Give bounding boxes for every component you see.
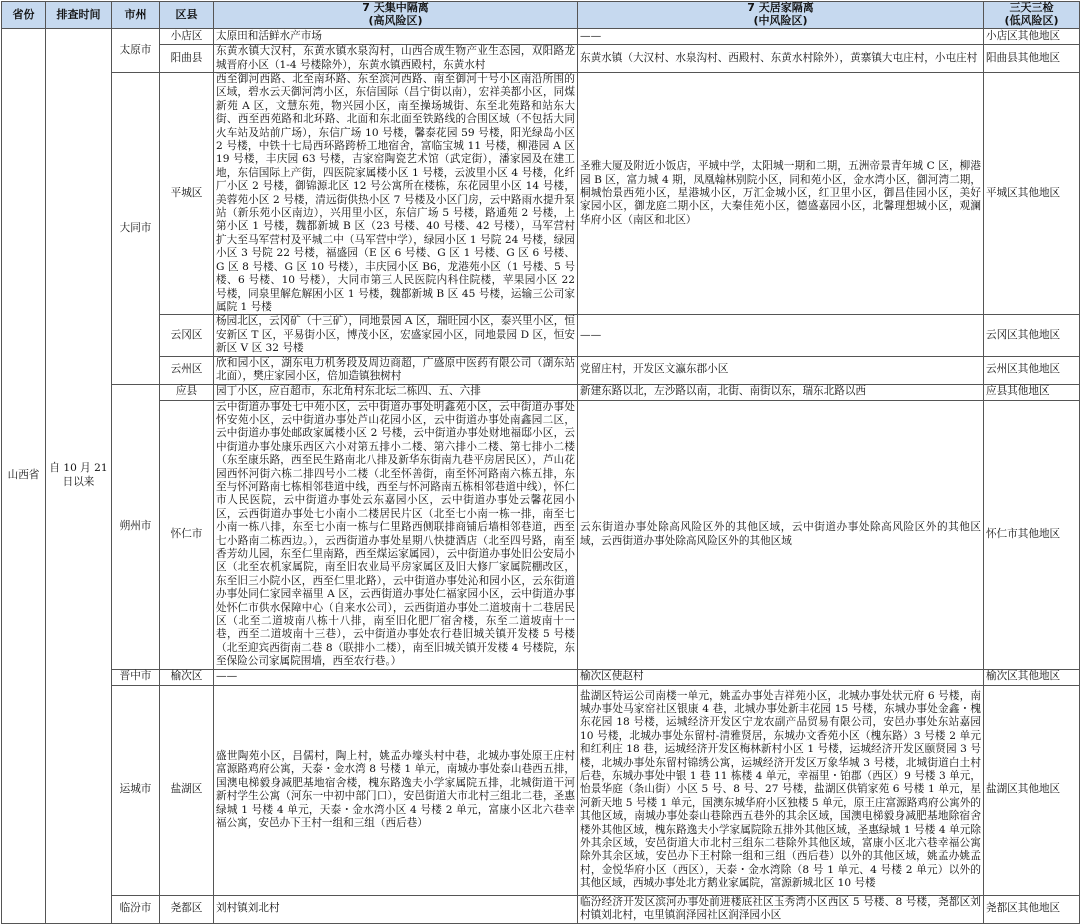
header-province: 省份 <box>2 2 46 29</box>
header-mid-title: 7 天居家隔离 <box>747 1 814 15</box>
city-cell-datong: 大同市 <box>112 73 160 385</box>
county-cell: 阳曲县 <box>160 45 214 73</box>
mid-risk-cell: 榆次区使赵村 <box>578 669 984 685</box>
table-row <box>2 400 1080 669</box>
high-risk-cell: 云中街道办事处七中苑小区，云中街道办事处明鑫苑小区，云中街道办事处怀安苑小区，云中街道办事处芦山花园小区，云中街道办事处南鑫园二区，云中街道办事处邮政家属楼小区 2 号楼，云中街道办事处财地福邸小区，云中街道办事处康乐西区六小对第五排小二楼、第六排小二楼、第七排小二楼（东至康乐路，西至民生路南北八排及新华东街南九巷平房居民区），芦山花园西怀河街六栋二排四号小二楼（北至怀善街，南至怀河路南六栋五排，东至与怀河路南七栋相邻巷道中线，西至与怀河路南五栋相邻巷道中线），怀仁市人民医院，云中街道办事处云东嘉园小区，云中街道办事处云馨花园小区，云西街道办事处七小南小二楼居民片区（北至七小南一栋一排，南至七小南一栋八排，东至七小南一栋与仁里路西侧联排商铺后墙相邻巷道，西至七小路南二栋西边。），云西街道办事处星期八快捷酒店（北至四号路，南至香芳幼儿园，东至仁里南路，西至煤运家属园），云中街道办事处旧公安局小区（北至农机家属院，南至旧农业局平房家属区及旧大修厂家属院棚改区，东至旧三小院小区，西至仁里北路），云中街道办事处沁和园小区，云东街道办事处同仁家园幸福里 A 区，云西街道办事处仁福家园小区，云中街道办事处怀仁市供水保障中心（自来水公司），云西街道办事处二道坡南十二巷居民区（北至二道坡南八栋十八排，南至旧化肥厂宿舍楼，东至二道坡南十一巷，西至二道坡南十三巷），云中街道办事处农行巷旧城关镇开发楼 5 号楼（北至迎宾西街南二巷 8（联排小二楼），南至旧城关镇开发楼 4 号楼院，东至保险公司家属院围墙，西至农行巷。） <box>214 400 578 669</box>
county-cell: 榆次区 <box>160 669 214 685</box>
mid-risk-cell: 党留庄村，开发区文瀛东郡小区 <box>578 356 984 384</box>
city-cell-shuozhou: 朔州市 <box>112 384 160 669</box>
high-risk-cell: 盛世陶苑小区，吕儒村，陶上村，姚孟办壕头村中巷，北城办事处原王庄村富源路鸡府公寓，天泰・金水湾 8 号楼 1 单元，南城办事处泰山巷西五排，国澳电梯毅身减肥基地宿舍楼，槐东路逸夫小学家属院五排，北城街道干河新村学生公寓（河东一中初中部门口），安邑街道大市北村三组北二巷，圣惠绿城 1 号楼 4 单元，天泰・金水湾小区 4 号楼 2 单元，富康小区北六巷幸福公寓，安邑办下王村一组和三组（西后巷） <box>214 685 578 895</box>
table-row <box>2 73 1080 315</box>
high-risk-cell: 刘村镇刘北村 <box>214 895 578 923</box>
province-cell: 山西省 <box>2 29 46 924</box>
header-city: 市州 <box>112 2 160 29</box>
table-row <box>2 384 1080 400</box>
city-cell-taiyuan: 太原市 <box>112 29 160 73</box>
city-cell-yuncheng: 运城市 <box>112 685 160 895</box>
high-risk-cell: 西至御河西路、北至南环路、东至滨河西路、南至御河十号小区南沿所围的区域，碧水云天御河湾小区，东信国际（昌宁街以南），宏祥美都小区，同煤新苑 A 区，文慧东苑，物兴园小区，南至操场城街、东至北苑路和站东大街、西至西苑路和北环路、北面和东北面至铁路线的合围区域（不包括大同火车站及站前广场），东信广场 10 号楼，馨泰花园 59 号楼，阳光绿岛小区 2 号楼，中铁十七局西环路跨桥工地宿舍，富临宝城 11 号楼，柳港园 A 区 19 号楼，丰庆园 63 号楼，吉家窑陶瓷艺术馆（武定街），潘家园及在建工地，东信国际上产街，四医院家属楼小区 1 号楼，云波里小区 4 号楼，化纤厂小区 2 号楼，御锦源北区 12 号公寓所在楼栋，东花园里小区 14 号楼，美蓉苑小区 2 号楼，清远街供热小区 7 号楼及小区门房，云中路雨水提升泵站（新乐苑小区南边），兴用里小区，东信广场 5 号楼，路通苑 2 号楼，上第小区 1 号楼，魏都新城 B 区（23 号楼、40 号楼、42 号楼），马军营村扩大至马军营村及平城二中（马军营中学），绿园小区 1 号院 24 号楼，绿园小区 3 号院 22 号楼，福盛园（E 区 6 号楼、G 区 1 号楼、G 区 6 号楼、G 区 8 号楼、G 区 10 号楼），丰庆园小区 B6，龙港苑小区（1 号楼、5 号楼、6 号楼、10 号楼），大同市第三人民医院内科住院楼，苹果园小区 22 号楼，同泉里解危解困小区 1 号楼，魏都新城 B 区 45 号楼，运输三公司家属院 1 号楼 <box>214 73 578 315</box>
low-risk-cell: 怀仁市其他地区 <box>984 400 1080 669</box>
header-mid-risk <box>578 2 984 29</box>
header-county: 区县 <box>160 2 214 29</box>
high-risk-cell: —— <box>214 669 578 685</box>
mid-risk-cell: 临汾经济开发区滨河办事处前进楼底社区玉秀湾小区西区 5 号楼、8 号楼，尧都区刘村镇刘北村，屯里镇润泽园社区润泽园小区 <box>578 895 984 923</box>
risk-area-table <box>1 1 1080 924</box>
low-risk-cell: 云冈区其他地区 <box>984 315 1080 356</box>
low-risk-cell: 阳曲县其他地区 <box>984 45 1080 73</box>
low-risk-cell: 榆次区其他地区 <box>984 669 1080 685</box>
high-risk-cell: 东黄水镇大汉村，东黄水镇水泉沟村，山西合成生物产业生态园，双阳路龙城晋府小区（1-4 号楼除外），东黄水镇西殿村，东黄水村 <box>214 45 578 73</box>
low-risk-cell: 应县其他地区 <box>984 384 1080 400</box>
low-risk-cell: 尧都区其他地区 <box>984 895 1080 923</box>
table-row <box>2 669 1080 685</box>
table-row <box>2 895 1080 923</box>
county-cell: 云州区 <box>160 356 214 384</box>
low-risk-cell: 平城区其他地区 <box>984 73 1080 315</box>
county-cell: 怀仁市 <box>160 400 214 669</box>
table-row <box>2 356 1080 384</box>
low-risk-cell: 盐湖区其他地区 <box>984 685 1080 895</box>
county-cell: 尧都区 <box>160 895 214 923</box>
table-row <box>2 315 1080 356</box>
header-high-subtitle: (高风险区) <box>368 14 423 27</box>
high-risk-cell: 杨园北区，云冈矿（十三矿），同地景园 A 区，瑞旺园小区，泰兴里小区，恒安新区 T 区，平易街小区，博茂小区，宏盛家园小区，同地景园 D 区，恒安新区 V 区 32 号楼 <box>214 315 578 356</box>
table-row <box>2 685 1080 895</box>
high-risk-cell: 太原田和活鲜水产市场 <box>214 29 578 45</box>
county-cell: 盐湖区 <box>160 685 214 895</box>
county-cell: 应县 <box>160 384 214 400</box>
header-high-title: 7 天集中隔离 <box>362 1 429 15</box>
table-row <box>2 29 1080 45</box>
mid-risk-cell: 盐湖区特运公司南楼一单元，姚孟办事处吉祥苑小区，北城办事处状元府 6 号楼，南城办事处马家窑社区银康 4 巷，北城办事处新丰花园 15 号楼，东城办事处金鑫・槐东花园 18 号楼，运城经济开发区宁龙农副产品贸易有限公司，安邑办事处东站嘉园 10 号楼，北城办事处东留村-清雅贤居，东城办文香苑小区（槐东路）3 号楼 2 单元和红利庄 18 巷，运城经济开发区梅林新村小区 1 号楼，运城经济开发区颐贤园 3 号楼，北城办事处东留村锦绣公寓，运城经济开发区万象华城 3 号楼，北城街道白土村后巷，东城办事处中银 1 巷 11 栋楼 4 单元，幸福里・铂郡（西区）9 号楼 3 单元，怡景华庭（条山街）小区 5 号、8 号、27 号楼，盐湖区供销家苑 6 号楼 1 单元，星河新天地 5 号楼 1 单元，国澳东城华府小区独楼 5 单元，原王庄富源路鸡府公寓外的其他区域，南城办事处泰山巷除西五巷外的其余区域，国澳电梯毅身减肥基地除宿舍楼外其他区域，槐东路逸夫小学家属院除五排外其他区域，圣惠绿城 1 号楼 4 单元除外其余区域，安邑街道大市北村三组东二巷除外其他区域，富康小区北六巷幸福公寓除外其余区域，安邑办下王村除一组和三组（西后巷）以外的其他区域，姚孟办姚孟村，金悦华府小区（西区），天泰・金水湾除（8 号 1 单元、4 号楼 2 单元）以外的其他区域，西城办事处北方鹅业家属院，富源新城北区 10 号楼 <box>578 685 984 895</box>
mid-risk-cell: —— <box>578 29 984 45</box>
mid-risk-cell: 新建东路以北，左沙路以南，北街、南街以东，瑞东北路以西 <box>578 384 984 400</box>
header-row <box>2 2 1080 29</box>
header-low-title: 三天三检 <box>1009 1 1054 15</box>
header-high-risk <box>214 2 578 29</box>
mid-risk-cell: —— <box>578 315 984 356</box>
mid-risk-cell: 东黄水镇（大汉村、水泉沟村、西殿村、东黄水村除外），黄寨镇大屯庄村，小屯庄村 <box>578 45 984 73</box>
high-risk-cell: 欣和园小区，湖东电力机务段及周边商超，广盛原中医药有限公司（湖东站北面），樊庄家园小区，倍加造镇独树村 <box>214 356 578 384</box>
header-mid-subtitle: (中风险区) <box>753 14 808 27</box>
mid-risk-cell: 圣雅大厦及附近小饭店，平城中学，太阳城一期和二期，五洲帝景青年城 C 区，柳港园 B 区，富力城 4 期，凤凰翰林别院小区，同和苑小区，金水湾小区，御河湾二期，桐城怡景西苑小区，星港城小区，万汇金城小区，红卫里小区，御昌佳园小区，美好家园小区，御龙庭二期小区，大秦佳苑小区，德盛嘉园小区，北馨理想城小区，观澜华府小区（南区和北区） <box>578 73 984 315</box>
city-cell-linfen: 临汾市 <box>112 895 160 923</box>
county-cell: 云冈区 <box>160 315 214 356</box>
header-low-subtitle: (低风险区) <box>1004 14 1059 27</box>
header-time: 排查时间 <box>46 2 112 29</box>
county-cell: 小店区 <box>160 29 214 45</box>
header-low-risk <box>984 2 1080 29</box>
table-row <box>2 45 1080 73</box>
time-cell: 自 10 月 21 日以来 <box>46 29 112 924</box>
low-risk-cell: 小店区其他地区 <box>984 29 1080 45</box>
mid-risk-cell: 云东街道办事处除高风险区外的其他区域，云中街道办事处除高风险区外的其他区域，云西街道办事处除高风险区外的其他区域 <box>578 400 984 669</box>
city-cell-jinzhong: 晋中市 <box>112 669 160 685</box>
high-risk-cell: 园丁小区，应百超市，东北角村东北坛二栋四、五、六排 <box>214 384 578 400</box>
low-risk-cell: 云州区其他地区 <box>984 356 1080 384</box>
county-cell: 平城区 <box>160 73 214 315</box>
